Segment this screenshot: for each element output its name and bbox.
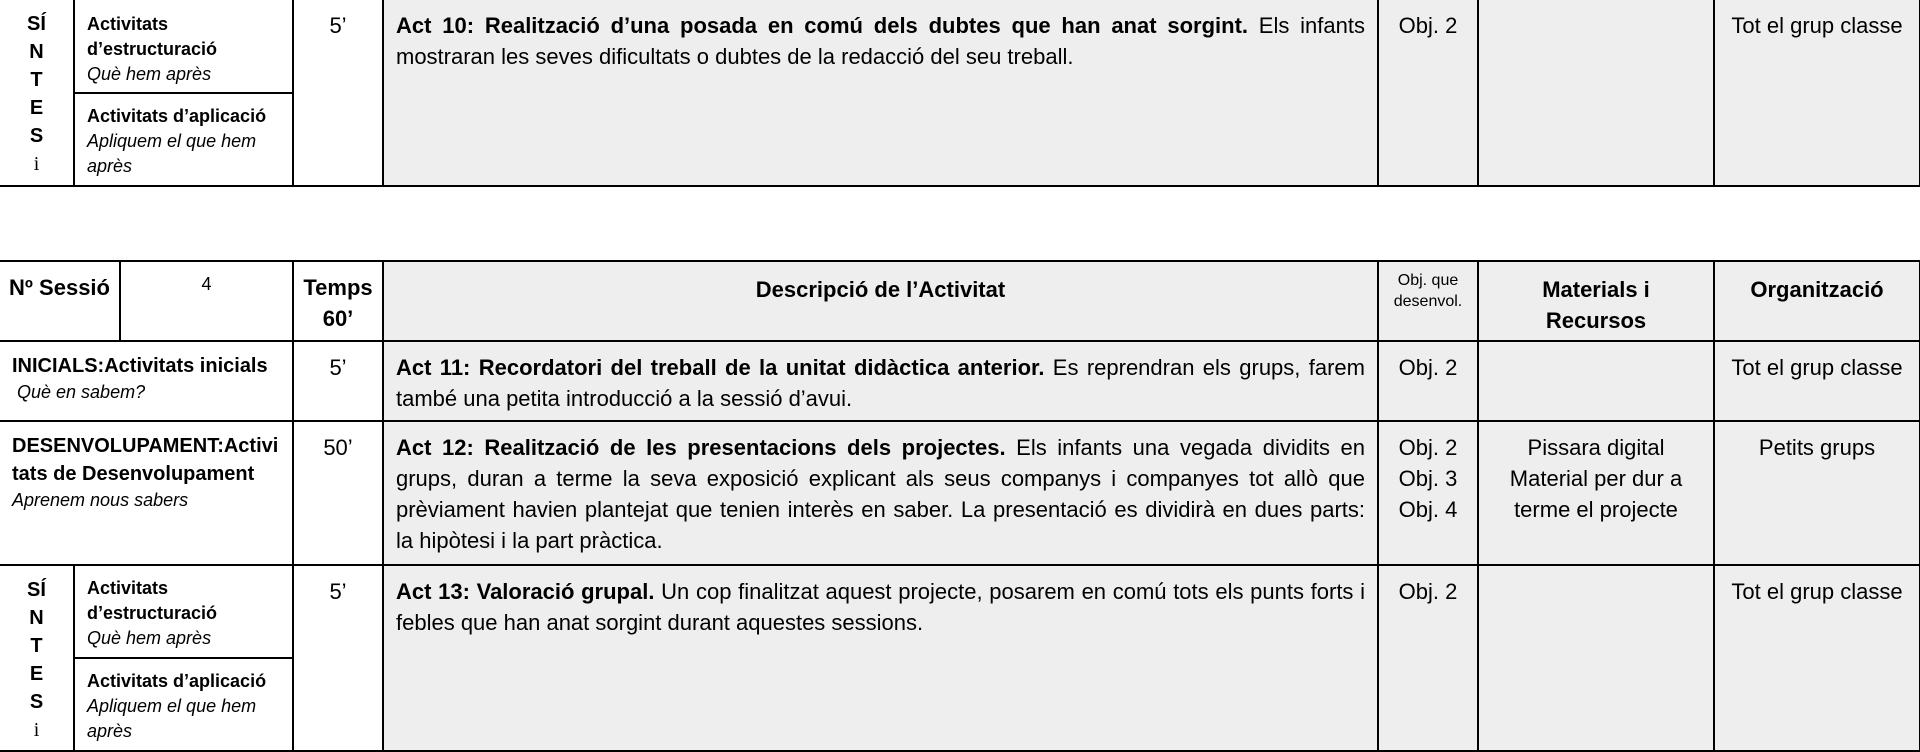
inicials-time: 5’ — [293, 341, 383, 421]
session-label: Nº Sessió — [0, 261, 120, 341]
materials-cell — [1478, 0, 1714, 186]
sintesi-activity-title: Act 13: Valoració grupal. — [396, 579, 655, 604]
activity-text: Els infants mostraran les seves dificultats o dubtes de la redacció del seu treball. — [396, 13, 1365, 69]
desenvolupament-activity-text: Els infants una vegada dividits en grups, duran a terme la seva exposició explicant als seus companys i companyes tot allò que prèviament havien plantejat que tenien interès en saber. La presentació es dividirà en dues parts: la hipòtesi i la part pràctica. — [396, 435, 1366, 553]
estructuracio-subtitle: Què hem après — [87, 64, 212, 84]
sintesi-aplicacio-cell — [74, 658, 293, 751]
desenvolupament-time: 50’ — [293, 421, 383, 565]
inicials-phase-cell — [0, 341, 293, 421]
estructuracio-title: Activitats d’estructuració — [87, 14, 218, 59]
time-header: Temps 60’ — [293, 261, 383, 341]
sintesi-organization: Tot el grup classe — [1714, 565, 1920, 751]
inicials-activity-description — [383, 341, 1378, 421]
aplicacio-title: Activitats d’aplicació — [87, 106, 267, 126]
sintesi-estructuracio-subtitle: Què hem après — [87, 628, 212, 648]
objective-item: Obj. 3 — [1398, 466, 1458, 491]
sintesi-time: 5’ — [293, 565, 383, 751]
sintesi-materials — [1478, 565, 1714, 751]
desenvolupament-phase-cell — [0, 421, 293, 565]
sintesi-activity-description — [383, 565, 1378, 751]
sintesi-aplicacio-title: Activitats d’aplicació — [87, 671, 267, 691]
objective-item: Obj. 2 — [1398, 435, 1458, 460]
inicials-activity-text: Es reprendran els grups, farem també una petita introducció a la sessió d’avui. — [396, 355, 1365, 411]
material-item: Pissara digital — [1527, 435, 1665, 460]
desenvolupament-organization: Petits grups — [1714, 421, 1920, 565]
sintesi-vertical-label: SÍ N T E S i — [0, 565, 74, 751]
objective-item: Obj. 4 — [1398, 497, 1458, 522]
previous-session-sintesi-table — [0, 0, 1920, 187]
sintesi-objective: Obj. 2 — [1378, 565, 1478, 751]
desenvolupament-phase-title: DESENVOLUPAMENT:Activitats de Desenvolupament — [12, 435, 279, 485]
description-header: Descripció de l’Activitat — [383, 261, 1378, 341]
activity-title: Act 10: Realització d’una posada en comú dels dubtes que han anat sorgint. — [396, 13, 1249, 38]
objective-cell: Obj. 2 — [1378, 0, 1478, 186]
session-number: 4 — [120, 261, 293, 341]
inicials-materials — [1478, 341, 1714, 421]
aplicacio-cell — [74, 93, 293, 186]
desenvolupament-objectives — [1378, 421, 1478, 565]
time-cell: 5’ — [293, 0, 383, 186]
aplicacio-subtitle: Apliquem el que hem après — [87, 131, 257, 176]
session-table — [0, 260, 1920, 752]
sintesi-estructuracio-title: Activitats d’estructuració — [87, 578, 218, 623]
desenvolupament-phase-subtitle: Aprenem nous sabers — [12, 490, 189, 510]
desenvolupament-activity-description — [383, 421, 1378, 565]
organization-header: Organització — [1714, 261, 1920, 341]
desenvolupament-activity-title: Act 12: Realització de les presentacions dels projectes. — [396, 435, 1006, 460]
sintesi-estructuracio-cell — [74, 565, 293, 658]
inicials-phase-title: INICIALS:Activitats inicials — [12, 355, 268, 377]
inicials-objective: Obj. 2 — [1378, 341, 1478, 421]
inicials-organization: Tot el grup classe — [1714, 341, 1920, 421]
inicials-activity-title: Act 11: Recordatori del treball de la unitat didàctica anterior. — [396, 355, 1045, 380]
sintesi-activity-text: Un cop finalitzat aquest projecte, posarem en comú tots els punts forts i febles que han anat sorgint durant aquestes sessions. — [396, 579, 1365, 635]
inicials-phase-subtitle: Què en sabem? — [17, 382, 146, 402]
activity-description — [383, 0, 1378, 186]
desenvolupament-materials — [1478, 421, 1714, 565]
objectives-header: Obj. que desenvol. — [1378, 261, 1478, 341]
organization-cell: Tot el grup classe — [1714, 0, 1920, 186]
estructuracio-cell — [74, 0, 293, 93]
material-item: Material per dur a terme el projecte — [1509, 466, 1683, 522]
sintesi-vertical-label: SÍ N T E S i — [0, 0, 74, 186]
sintesi-aplicacio-subtitle: Apliquem el que hem après — [87, 696, 257, 741]
materials-header: Materials i Recursos — [1478, 261, 1714, 341]
